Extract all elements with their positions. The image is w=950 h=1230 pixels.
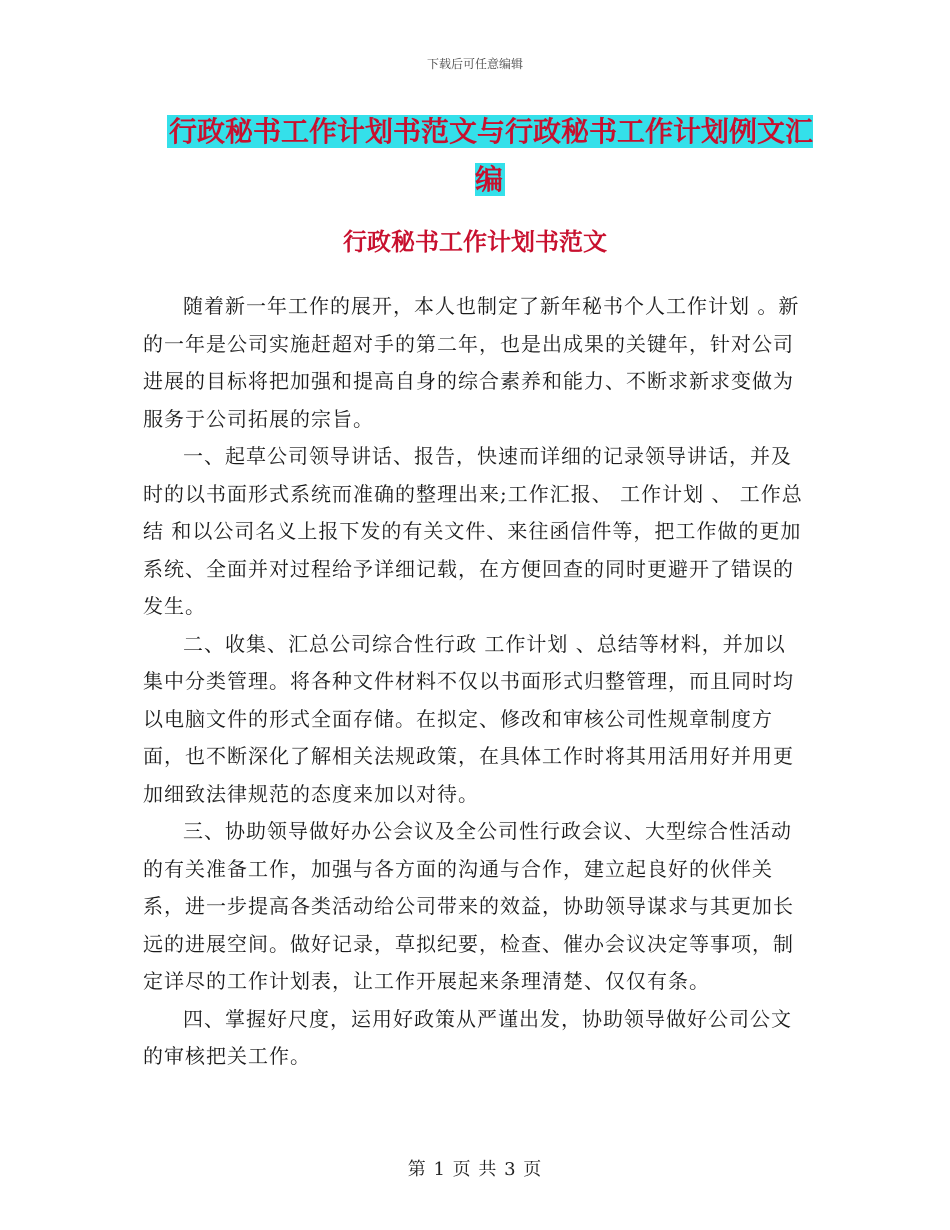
- paragraph-item-3: 三、协助领导做好办公会议及全公司性行政会议、大型综合性活动的有关准备工作，加强与各方面的沟通与合作，建立起良好的伙伴关系，进一步提高各类活动给公司带来的效益，协助领导谋求与其更加长远的进展空间。做好记录，草拟纪要，检查、催办会议决定等事项，制定详尽的工作计划表，让工作开展起来条理清楚、仅仅有条。: [143, 819, 794, 993]
- page-number-footer: 第 1 页 共 3 页: [407, 1159, 543, 1180]
- header-note: 下载后可任意编辑: [426, 57, 523, 71]
- document-title-text: 行政秘书工作计划书范文与行政秘书工作计划例文汇编: [168, 115, 813, 196]
- paragraph-item-2: 二、收集、汇总公司综合性行政 工作计划 、总结等材料，并加以集中分类管理。将各种文件材料不仅以书面形式归整管理，而且同时均以电脑文件的形式全面存储。在拟定、修改和审核公司性规章制度方面，也不断深化了解相关法规政策，在具体工作时将其用活用好并用更加细致法律规范的态度来加以对待。: [143, 631, 794, 806]
- paragraph-intro: 随着新一年工作的展开，本人也制定了新年秘书个人工作计划 。新的一年是公司实施赶超对手的第二年，也是出成果的关键年，针对公司进展的目标将把加强和提高自身的综合素养和能力、不断求新求变做为服务于公司拓展的宗旨。: [143, 294, 800, 431]
- paragraph-item-1: 一、起草公司领导讲话、报告，快速而详细的记录领导讲话，并及时的以书面形式系统而准确的整理出来;工作汇报、 工作计划 、 工作总结 和以公司名义上报下发的有关文件、来往函信件等，把工作做的更加系统、全面并对过程给予详细记载，在方便回查的同时更避开了错误的发生。: [143, 444, 803, 618]
- paragraph-item-4: 四、掌握好尺度，运用好政策从严谨出发，协助领导做好公司公文的审核把关工作。: [143, 1006, 792, 1068]
- document-title: [160, 108, 820, 204]
- section-title: 行政秘书工作计划书范文: [343, 227, 607, 256]
- body-text: [143, 288, 805, 1076]
